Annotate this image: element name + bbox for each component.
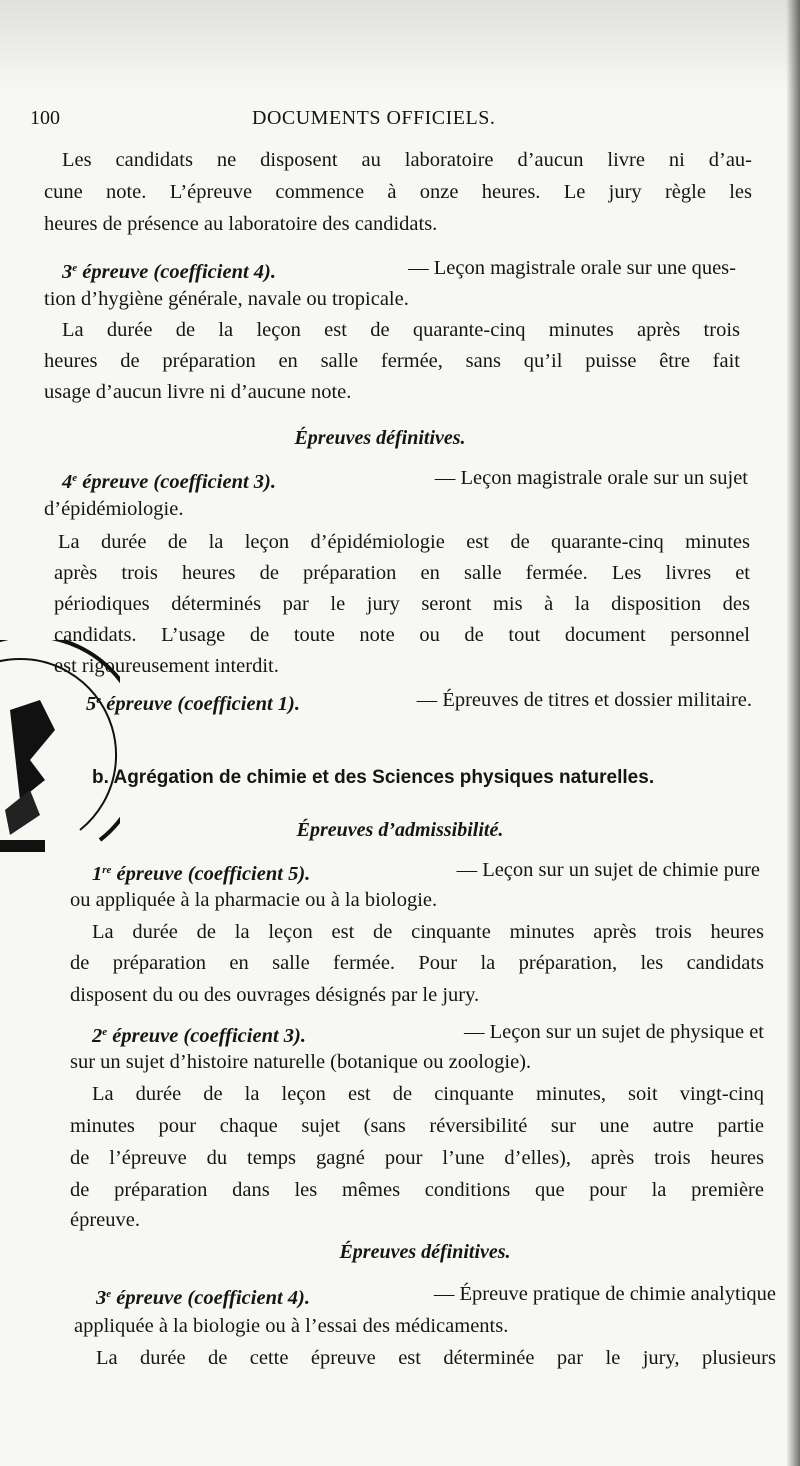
epreuve-1-heading: 1re épreuve (coefficient 5). — Leçon sur un sujet de chimie pure bbox=[92, 859, 760, 885]
text-line: La durée de la leçon est de quarante-cinq minutes après trois bbox=[62, 319, 740, 341]
page-top-shading bbox=[0, 0, 800, 90]
text-line: cune note. L’épreuve commence à onze heures. Le jury règle les bbox=[44, 181, 752, 203]
text-line: de préparation dans les mêmes conditions que pour la première bbox=[70, 1179, 764, 1201]
text-line: de l’épreuve du temps gagné pour l’une d’elles), après trois heures bbox=[70, 1147, 764, 1169]
text-line: La durée de la leçon est de cinquante minutes, soit vingt-cinq bbox=[92, 1083, 764, 1105]
text-line: minutes pour chaque sujet (sans réversibilité sur une autre partie bbox=[70, 1115, 764, 1137]
epreuve-3b-heading: 3e épreuve (coefficient 4). — Épreuve pratique de chimie analytique bbox=[96, 1283, 776, 1309]
text-line: disposent du ou des ouvrages désignés par le jury. bbox=[70, 984, 480, 1006]
text-line: est rigoureusement interdit. bbox=[54, 655, 279, 677]
page-number: 100 bbox=[30, 107, 60, 129]
section-subheading: Épreuves définitives. bbox=[339, 1241, 511, 1263]
text-line: d’épidémiologie. bbox=[44, 498, 184, 520]
text-line: appliquée à la biologie ou à l’essai des médicaments. bbox=[74, 1315, 509, 1337]
text-line: ou appliquée à la pharmacie ou à la biologie. bbox=[70, 889, 438, 911]
text-line: heures de préparation en salle fermée, sans qu’il puisse être fait bbox=[44, 350, 740, 372]
text-line: La durée de la leçon d’épidémiologie est de quarante-cinq minutes bbox=[58, 531, 750, 553]
text-line: candidats. L’usage de toute note ou de tout document personnel bbox=[54, 624, 750, 646]
epreuve-2-heading: 2e épreuve (coefficient 3). — Leçon sur un sujet de physique et bbox=[92, 1021, 764, 1047]
section-subheading: Épreuves définitives. bbox=[294, 427, 466, 449]
text-line: heures de présence au laboratoire des candidats. bbox=[44, 213, 438, 235]
text-line: de préparation en salle fermée. Pour la préparation, les candidats bbox=[70, 952, 764, 974]
epreuve-4-heading: 4e épreuve (coefficient 3). — Leçon magistrale orale sur un sujet bbox=[62, 467, 748, 493]
text-line: sur un sujet d’histoire naturelle (botanique ou zoologie). bbox=[70, 1051, 532, 1073]
text-line: Les candidats ne disposent au laboratoire d’aucun livre ni d’au- bbox=[62, 149, 752, 171]
epreuve-3-heading: 3e épreuve (coefficient 4). — Leçon magistrale orale sur une ques- bbox=[62, 257, 736, 283]
text-line: après trois heures de préparation en salle fermée. Les livres et bbox=[54, 562, 750, 584]
text-line: usage d’aucun livre ni d’aucune note. bbox=[44, 381, 352, 403]
text-line: périodiques déterminés par le jury seront mis à la disposition des bbox=[54, 593, 750, 615]
running-title: DOCUMENTS OFFICIELS. bbox=[252, 107, 496, 129]
section-letter: b. bbox=[92, 767, 109, 788]
section-subheading: Épreuves d’admissibilité. bbox=[296, 819, 504, 841]
epreuve-5-heading: 5e épreuve (coefficient 1). — Épreuves de titres et dossier militaire. bbox=[86, 689, 752, 715]
text-line: tion d’hygiène générale, navale ou tropicale. bbox=[44, 288, 409, 310]
text-line: épreuve. bbox=[70, 1209, 140, 1231]
library-stamp bbox=[0, 640, 120, 880]
section-heading-agregation: b. Agrégation de chimie et des Sciences physiques naturelles. bbox=[92, 767, 655, 788]
text-line: La durée de la leçon est de cinquante minutes après trois heures bbox=[92, 921, 764, 943]
text-line: La durée de cette épreuve est déterminée par le jury, plusieurs bbox=[96, 1347, 776, 1369]
